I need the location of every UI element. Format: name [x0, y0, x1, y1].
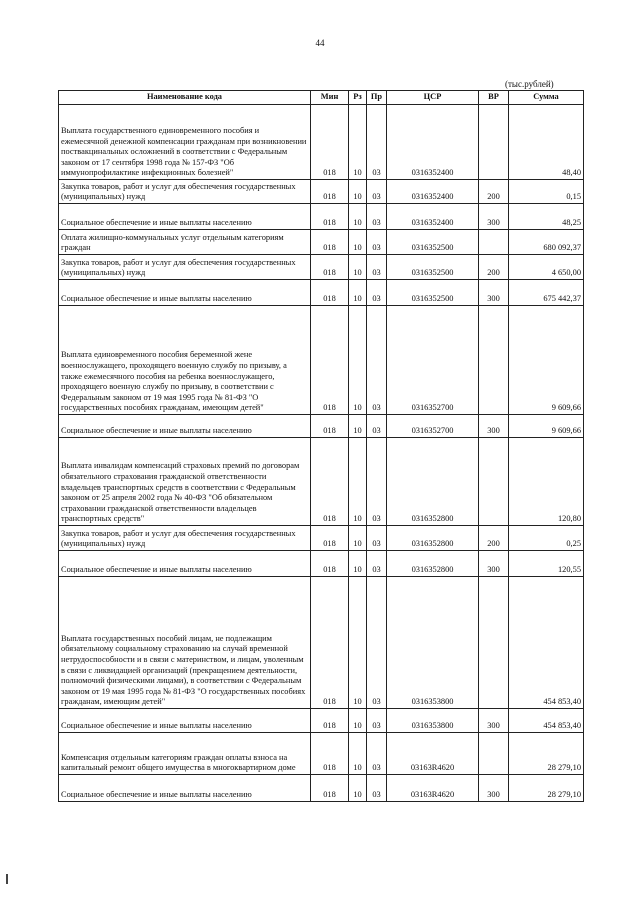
- row-pr: 03: [367, 526, 387, 551]
- row-rz: 10: [349, 204, 367, 230]
- row-rz: 10: [349, 775, 367, 802]
- row-csr: 03163R4620: [387, 775, 479, 802]
- row-name: Выплата инвалидам компенсаций страховых премий по договорам обязательного страхования гражданской ответственности владельцев транспортных средств в соответствии с Федеральным законом от 25 апреля 2002 года № 40-ФЗ "Об обязательном страховании гражданской ответственности владельцев транспортных средств": [59, 438, 311, 526]
- row-sum: 0,15: [509, 180, 584, 204]
- row-pr: 03: [367, 280, 387, 306]
- row-csr: 0316352400: [387, 105, 479, 180]
- row-csr: 0316352700: [387, 415, 479, 438]
- row-name: Выплата государственных пособий лицам, не подлежащим обязательному социальному страхованию на случай временной нетрудоспособности и в связи с материнством, и лицам, уволенным в связи с ликвидацией организаций (прекращением деятельности, полномочий физическими лицами), в соответствии с Федеральным законом от 19 мая 1995 года № 81-ФЗ "О государственных пособиях гражданам, имеющим детей": [59, 577, 311, 709]
- row-pr: 03: [367, 230, 387, 255]
- row-pr: 03: [367, 105, 387, 180]
- table-row: [59, 230, 584, 255]
- col-header-vr: ВР: [479, 91, 509, 105]
- row-csr: 0316352800: [387, 438, 479, 526]
- row-vr: [479, 230, 509, 255]
- unit-label: (тыс.рублей): [505, 79, 554, 89]
- row-name: Социальное обеспечение и иные выплаты населению: [59, 415, 311, 438]
- row-csr: 0316352800: [387, 526, 479, 551]
- row-min: 018: [311, 255, 349, 280]
- row-min: 018: [311, 306, 349, 415]
- row-sum: 4 650,00: [509, 255, 584, 280]
- row-pr: 03: [367, 733, 387, 775]
- row-pr: 03: [367, 709, 387, 733]
- table-row: [59, 526, 584, 551]
- table-row: [59, 709, 584, 733]
- table-row: [59, 551, 584, 577]
- row-name: Компенсация отдельным категориям граждан оплаты взноса на капитальный ремонт общего имущества в многоквартирном доме: [59, 733, 311, 775]
- row-rz: 10: [349, 733, 367, 775]
- col-header-sum: Сумма: [509, 91, 584, 105]
- budget-table: [58, 90, 584, 802]
- row-rz: 10: [349, 255, 367, 280]
- row-sum: 28 279,10: [509, 733, 584, 775]
- table-row: [59, 204, 584, 230]
- col-header-pr: Пр: [367, 91, 387, 105]
- row-csr: 0316352500: [387, 280, 479, 306]
- row-rz: 10: [349, 230, 367, 255]
- row-rz: 10: [349, 709, 367, 733]
- row-min: 018: [311, 105, 349, 180]
- table-row: [59, 280, 584, 306]
- row-vr: [479, 438, 509, 526]
- row-sum: 120,80: [509, 438, 584, 526]
- row-min: 018: [311, 438, 349, 526]
- col-header-name: Наименование кода: [59, 91, 311, 105]
- row-vr: 200: [479, 180, 509, 204]
- row-rz: 10: [349, 105, 367, 180]
- col-header-csr: ЦСР: [387, 91, 479, 105]
- row-rz: 10: [349, 551, 367, 577]
- row-vr: 200: [479, 255, 509, 280]
- row-pr: 03: [367, 180, 387, 204]
- row-pr: 03: [367, 306, 387, 415]
- page-number: 44: [315, 38, 325, 48]
- row-min: 018: [311, 526, 349, 551]
- row-name: Социальное обеспечение и иные выплаты населению: [59, 551, 311, 577]
- row-name: Социальное обеспечение и иные выплаты населению: [59, 280, 311, 306]
- col-header-rz: Рз: [349, 91, 367, 105]
- row-min: 018: [311, 230, 349, 255]
- row-csr: 0316352500: [387, 255, 479, 280]
- row-sum: 675 442,37: [509, 280, 584, 306]
- row-min: 018: [311, 204, 349, 230]
- row-sum: 120,55: [509, 551, 584, 577]
- row-csr: 0316353800: [387, 709, 479, 733]
- table-row: [59, 105, 584, 180]
- row-vr: 300: [479, 709, 509, 733]
- row-pr: 03: [367, 255, 387, 280]
- row-name: Оплата жилищно-коммунальных услуг отдельным категориям граждан: [59, 230, 311, 255]
- col-header-min: Мин: [311, 91, 349, 105]
- row-csr: 0316352700: [387, 306, 479, 415]
- row-name: Социальное обеспечение и иные выплаты населению: [59, 204, 311, 230]
- row-vr: 300: [479, 551, 509, 577]
- row-csr: 0316353800: [387, 577, 479, 709]
- row-sum: 48,25: [509, 204, 584, 230]
- row-pr: 03: [367, 438, 387, 526]
- row-vr: 300: [479, 775, 509, 802]
- row-sum: 28 279,10: [509, 775, 584, 802]
- scan-margin-mark: [6, 874, 8, 884]
- row-pr: 03: [367, 551, 387, 577]
- table-row: [59, 306, 584, 415]
- row-pr: 03: [367, 577, 387, 709]
- row-vr: 300: [479, 204, 509, 230]
- row-name: Закупка товаров, работ и услуг для обеспечения государственных (муниципальных) нужд: [59, 255, 311, 280]
- row-name: Социальное обеспечение и иные выплаты населению: [59, 709, 311, 733]
- row-vr: [479, 306, 509, 415]
- row-name: Выплата государственного единовременного пособия и ежемесячной денежной компенсации гражданам при возникновении поствакцинальных осложнений в соответствии с Федеральным законом от 17 сентября 1998 года № 157-ФЗ "Об иммунопрофилактике инфекционных болезней": [59, 105, 311, 180]
- row-sum: 454 853,40: [509, 709, 584, 733]
- row-sum: 48,40: [509, 105, 584, 180]
- row-sum: 454 853,40: [509, 577, 584, 709]
- row-min: 018: [311, 180, 349, 204]
- table-row: [59, 438, 584, 526]
- row-min: 018: [311, 577, 349, 709]
- row-min: 018: [311, 280, 349, 306]
- row-sum: 680 092,37: [509, 230, 584, 255]
- row-rz: 10: [349, 306, 367, 415]
- row-csr: 0316352400: [387, 180, 479, 204]
- row-vr: [479, 577, 509, 709]
- table-row: [59, 180, 584, 204]
- row-csr: 0316352800: [387, 551, 479, 577]
- table-row: [59, 577, 584, 709]
- row-rz: 10: [349, 280, 367, 306]
- row-rz: 10: [349, 526, 367, 551]
- row-pr: 03: [367, 415, 387, 438]
- row-vr: [479, 733, 509, 775]
- row-csr: 0316352500: [387, 230, 479, 255]
- row-name: Социальное обеспечение и иные выплаты населению: [59, 775, 311, 802]
- row-sum: 9 609,66: [509, 306, 584, 415]
- row-csr: 0316352400: [387, 204, 479, 230]
- table-row: [59, 775, 584, 802]
- row-pr: 03: [367, 204, 387, 230]
- row-min: 018: [311, 709, 349, 733]
- table-row: [59, 415, 584, 438]
- row-rz: 10: [349, 577, 367, 709]
- row-pr: 03: [367, 775, 387, 802]
- row-name: Выплата единовременного пособия беременной жене военнослужащего, проходящего военную службу по призыву, а также ежемесячного пособия на ребенка военнослужащего, проходящего военную службу по призыву, в соответствии с Федеральным законом от 19 мая 1995 года № 81-ФЗ "О государственных пособиях гражданам, имеющим детей": [59, 306, 311, 415]
- row-min: 018: [311, 415, 349, 438]
- row-min: 018: [311, 551, 349, 577]
- row-sum: 9 609,66: [509, 415, 584, 438]
- row-name: Закупка товаров, работ и услуг для обеспечения государственных (муниципальных) нужд: [59, 526, 311, 551]
- row-rz: 10: [349, 180, 367, 204]
- row-name: Закупка товаров, работ и услуг для обеспечения государственных (муниципальных) нужд: [59, 180, 311, 204]
- row-sum: 0,25: [509, 526, 584, 551]
- row-csr: 03163R4620: [387, 733, 479, 775]
- row-rz: 10: [349, 438, 367, 526]
- row-rz: 10: [349, 415, 367, 438]
- table-row: [59, 255, 584, 280]
- row-min: 018: [311, 733, 349, 775]
- table-row: [59, 733, 584, 775]
- table-header-row: [59, 91, 584, 105]
- row-vr: 200: [479, 526, 509, 551]
- row-min: 018: [311, 775, 349, 802]
- row-vr: [479, 105, 509, 180]
- row-vr: 300: [479, 415, 509, 438]
- row-vr: 300: [479, 280, 509, 306]
